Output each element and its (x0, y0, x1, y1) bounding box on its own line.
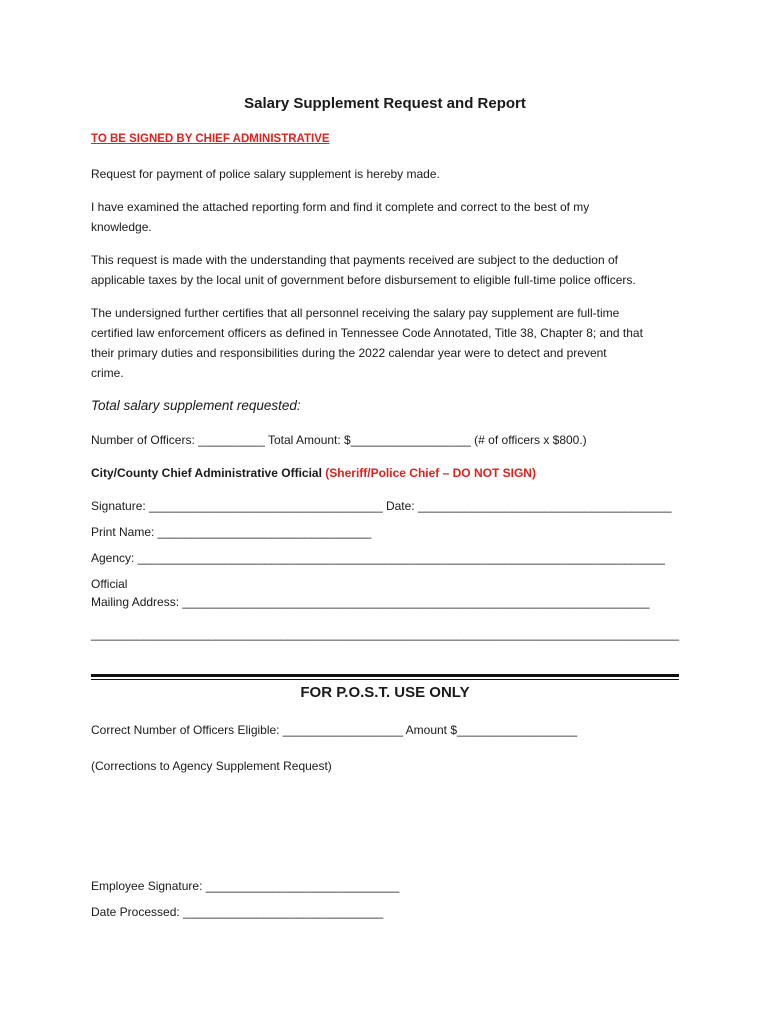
divider-thick (91, 674, 679, 677)
understanding-line-1: This request is made with the understanding that payments received are subject to the deduction of (91, 253, 618, 267)
employee-signature-field[interactable]: Employee Signature: _____________________________ (91, 879, 400, 893)
official-warning: (Sheriff/Police Chief – DO NOT SIGN) (325, 466, 536, 480)
date-processed-field[interactable]: Date Processed: ______________________________ (91, 905, 384, 919)
officers-amount-field[interactable]: Number of Officers: __________ Total Amount: $__________________ (# of officers x $800.) (91, 433, 587, 447)
understanding-line-2: applicable taxes by the local unit of government before disbursement to eligible full-time police officers. (91, 273, 636, 287)
mailing-address-field[interactable]: Mailing Address: ______________________________________________________________________ (91, 595, 650, 609)
corrections-note: (Corrections to Agency Supplement Request) (91, 759, 332, 773)
request-line: Request for payment of police salary supplement is hereby made. (91, 167, 440, 181)
official-label: Official (91, 577, 128, 591)
certify-line-4: crime. (91, 366, 124, 380)
signer-note: TO BE SIGNED BY CHIEF ADMINISTRATIVE (91, 133, 330, 145)
page-title: Salary Supplement Request and Report (244, 95, 526, 112)
agency-field[interactable]: Agency: _______________________________________________________________________________ (91, 551, 665, 565)
correct-officers-field[interactable]: Correct Number of Officers Eligible: __________________ Amount $__________________ (91, 723, 578, 737)
post-section-title: FOR P.O.S.T. USE ONLY (300, 684, 470, 701)
signature-date-field[interactable]: Signature: ___________________________________ Date: ______________________________________ (91, 499, 672, 513)
certify-line-1: The undersigned further certifies that all personnel receiving the salary pay supplement are full-time (91, 306, 620, 320)
certify-line-2: certified law enforcement officers as defined in Tennessee Code Annotated, Title 38, Chapter 8; and that (91, 326, 643, 340)
print-name-field[interactable]: Print Name: ________________________________ (91, 525, 372, 539)
certify-line-3: their primary duties and responsibilities during the 2022 calendar year were to detect and prevent (91, 346, 607, 360)
examined-line-1: I have examined the attached reporting form and find it complete and correct to the best of my (91, 200, 590, 214)
official-heading: City/County Chief Administrative Official (91, 466, 322, 480)
address-continuation-field[interactable]: __________________________________________________________________________________________ (91, 628, 680, 641)
official-heading-row (91, 463, 536, 483)
total-heading: Total salary supplement requested: (91, 398, 301, 413)
examined-line-2: knowledge. (91, 220, 152, 234)
divider-thin (91, 679, 679, 680)
